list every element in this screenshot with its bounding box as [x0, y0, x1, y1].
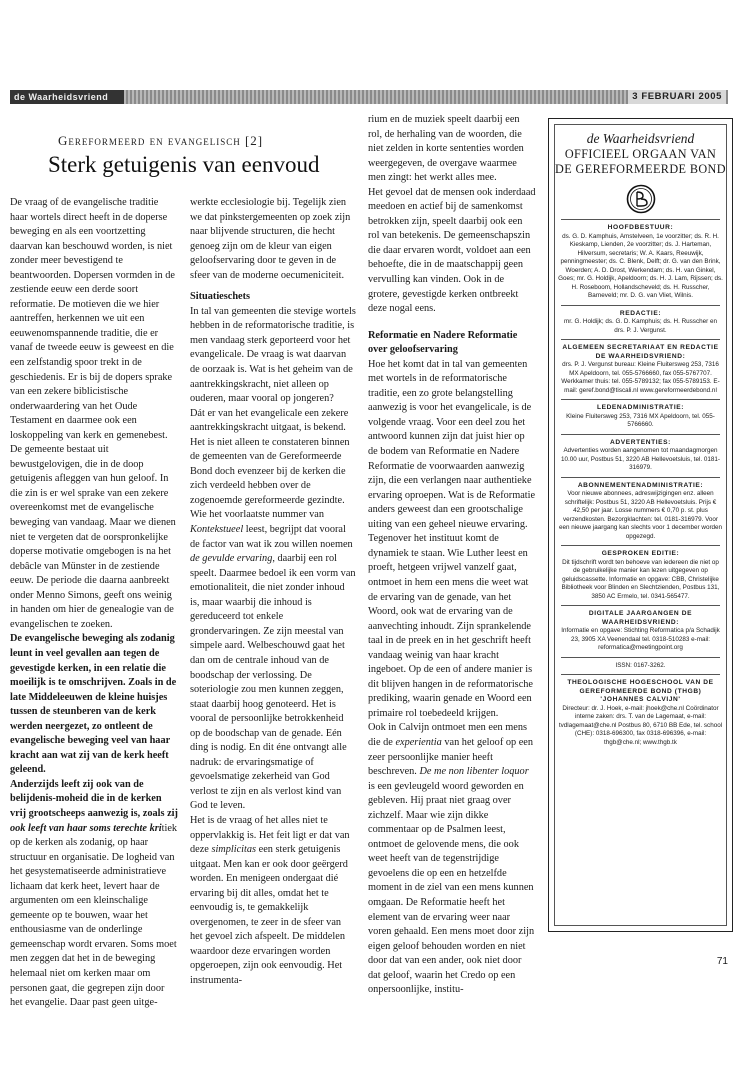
article-kicker: Gereformeerd en evangelisch [2] — [58, 133, 264, 148]
section-text: Advertenties worden aangenomen tot maandagmorgen 10.00 uur, Postbus 51, 3220 AB Hellevoetsluis, tel. 0181-316979. — [561, 447, 720, 471]
divider — [561, 605, 720, 606]
colophon-section — [558, 439, 723, 473]
section-heading: THEOLOGISCHE HOGESCHOOL VAN DE GEREFORMEERDE BOND (THGB) 'JOHANNES CALVIJN' — [567, 679, 714, 703]
text-run: Dát er van het evangelicale een zekere aantrekkingskracht uitgaat, is bekend. Het is niet alleen te constateren binnen de gemeenten van de Gereformeerde Bond doch evenzeer bij de kerken die zich verdeeld hebben over de zogenoemde gereformeerde gezindte. Wie het voorlaatste nummer van — [190, 407, 350, 521]
section-heading: Reformatie en Nadere Reformatie over geloofservaring — [368, 329, 518, 356]
issue-date: 3 FEBRUARI 2005 — [628, 90, 726, 104]
colophon-section — [558, 550, 723, 601]
colophon-section — [558, 224, 723, 301]
text-run: Anderzijds leeft zij ook van de belijdenis-moheid die in de kerken vrij grootscheeps aanwezig is, zoals zij — [10, 778, 178, 819]
section-text: ds. G. D. Kamphuis, Amstelveen, 1e voorzitter; ds. R. H. Kieskamp, Lienden, 2e voorzitter; ds. J. Harteman, Hilversum, secretaris; W. A. Kaars, Reeuwijk, penningmeester; ds. C. Blenk, Delft; dr. G. van den Brink, Woerden; A. D. Drost, Werkendam; ds. H. van Ginkel, Goes; mr. G. Holdijk, Apeldoorn; ds. H. J. Lam, Rijssen; ds. H. Roseboom, Hollandscheveld; ds. H. Russcher, Barneveld; mr. D. G. van Vliet, Wilnis. — [558, 232, 723, 299]
paragraph: Hoe het komt dat in tal van gemeenten met wortels in de reformatorische traditie, een zo grote belangstelling aanwezig is voor het evangelicale, is de volgende vraag. Voor een deel zou het antwoord kunnen zijn dat juist hier op de bodem van Reformatie en Nadere Reformatie de voorwaarden aanwezig zijn, die een verlangen naar authentieke ervaring oproepen. Wat is de Reformatie anders geweest dan een grootschalige uiting van een geheel nieuwe ervaring. Tegenover het instituut komt de dynamiek te staan. Wie Luther leest en proeft, hetgeen vrijwel vanzelf gaat, ontmoet in hem een mens die weet wat de ervaring van de genade, van het Woord, ook wat de ervaring van de aanvechting inhoudt. Zijn sprankelende taal in de preek en in het geschrift heeft vandaag weinig van haar kracht ingeboet. Op de een of andere manier is dit blijven hangen in de reformatorische prediking, waarin genade en Woord een primaire rol toebedeeld krijgen. — [368, 358, 536, 719]
divider — [561, 657, 720, 658]
paragraph — [190, 814, 356, 989]
article-column-3 — [368, 113, 536, 998]
colophon-section — [558, 482, 723, 542]
article-column-2 — [190, 196, 356, 989]
paragraph — [368, 721, 536, 997]
page-number: 71 — [716, 956, 728, 967]
colophon-box — [548, 118, 733, 932]
section-heading: HOOFDBESTUUR: — [607, 224, 674, 231]
article-column-1 — [10, 196, 178, 1011]
section-text: Informatie en opgave: Stichting Reformatica p/a Schadijk 23, 3905 XA Veenendaal tel. 0318-510283 e-mail: reformatica@meetingpoint.org — [561, 627, 720, 651]
divider — [561, 477, 720, 478]
text-run: De me non libenter loquor — [419, 766, 529, 778]
section-text: drs. P. J. Vergunst bureau: Kleine Fluitersweg 253, 7316 MX Apeldoorn, tel. 055-5766660, fax 055-5767707. Werkkamer thuis: tel. 055-5789132; fax 055-5789153. E-mail: geref.bond@tiscali.nl www.gereformeerdebond.nl — [561, 361, 720, 394]
text-run: van het geloof op een zeer persoonlijke manier heeft beschreven. — [368, 736, 533, 778]
divider — [561, 674, 720, 675]
section-text: Kleine Fluitersweg 253, 7316 MX Apeldoorn, tel. 055-5766660. — [566, 412, 715, 428]
paragraph-bold: De evangelische beweging als zodanig leunt in veel gevallen aan tegen de gevestigde kerken, in een relatie die moeilijk is te omschrijven. Zoals in de late Middeleeuwen de kleine huisjes tussen de steunberen van de kerk werden neergezet, zo ontleent de evangelische beweging veel van haar kracht aan wat zij van de kerk heeft geleend. — [10, 633, 177, 776]
divider — [561, 219, 720, 220]
paragraph: rium en de muziek speelt daarbij een rol, de herhaling van de woorden, die niet zelden in korte sententies worden weergegeven, de overgave waarmee men zingt: het werkt alles mee. — [368, 114, 524, 184]
header-bar — [10, 90, 728, 104]
gereformeerde-bond-logo-icon — [626, 183, 656, 215]
text-run: Kontekstueel — [190, 524, 244, 536]
colophon-section — [558, 679, 723, 747]
text-run: een sterk getuigenis uitgaat. Men kan er ook door geërgerd worden. En menigeen ondergaat dié ervaring bij dit alles, omdat het te eenvoudig is, te gemakkelijk overgenomen, te zeer in de sfeer van het gevoel zich afspeelt. De middelen waardoor deze ervaringen worden opgeroepen, zijn ook eenvoudig. Het instrumenta- — [190, 844, 348, 986]
section-heading: GESPROKEN EDITIE: — [601, 550, 680, 557]
text-run: is een gevleugeld woord geworden en gebleven. Hij praat niet graag over zichzelf. Maar wie zijn dikke commentaar op de Psalmen leest, ontmoet de gelovende mens, die ook weet heeft van de tegenstrijdige gevoelens die op een en hetzelfde moment in de ziel van een mens kunnen omgaan. De Reformatie heeft het element van de ervaring weer naar voren gehaald. Een mens moet door zijn eigen geloof behouden worden en niet door dat van een ander, ook niet door dat geloof, waarin het Credo op een onpersoonlijke, institu- — [368, 780, 535, 996]
paragraph: werkte ecclesiologie bij. Tegelijk zien we dat pinkstergemeenten op zoek zijn naar blijvende structuren, die hecht genoeg zijn om de kleur van eigen geloofservaring door te geven in de sfeer van de moderne oecumeniciteit. — [190, 197, 351, 281]
colophon-section — [558, 404, 723, 430]
section-text: Directeur: dr. J. Hoek, e-mail: jhoek@che.nl Coördinator interne zaken: drs. T. van de Lagemaat, e-mail: tvdlagemaat@che.nl Postbus 80, 6710 BB Ede, tel. school (CHE): 0318-696300, fax 0318-696396, e-mail: thgb@che.nl; www.thgb.tk — [558, 704, 723, 746]
section-text: mr. G. Holdijk; ds. G. D. Kamphuis; ds. H. Russcher en drs. P. J. Vergunst. — [564, 318, 717, 334]
paragraph — [10, 778, 178, 1011]
paragraph: Het gevoel dat de mensen ook inderdaad meedoen en actief bij de samenkomst betrokken zijn, speelt daarbij ook een rol van betekenis. De gemeenschapszin die daar ervaren wordt, voldoet aan een behoefte, die in de maatschappij geen vervulling kan vinden. Ook in de grotere, gevestigde kerken ontbreekt deze nogal eens. — [368, 186, 536, 315]
divider — [561, 545, 720, 546]
text-run: leest, begrijpt dat vooral de factor van wat ik zou willen noemen — [190, 524, 353, 550]
section-heading: ALGEMEEN SECRETARIAAT EN REDACTIE DE WAARHEIDSVRIEND: — [562, 344, 719, 360]
colophon-inner — [554, 124, 727, 926]
divider — [561, 399, 720, 400]
section-text: Voor nieuwe abonnees, adreswijzigingen enz. alleen schriftelijk: Postbus 51, 3220 AB Hellevoetsluis. Prijs € 42,50 per jaar. Losse nummers € 0,70 p. st. plus verzendkosten. Bezorgklachten: tel. 0181-316979. Voor een nieuwe jaargang kan slechts voor 1 december worden opgezegd. — [558, 490, 723, 540]
text-run: experientia — [395, 736, 442, 748]
colophon-section — [558, 662, 723, 671]
text-run: Het is de vraag of het alles niet te oppervlakkig is. Het feit ligt er dat van deze — [190, 814, 350, 856]
section-heading: DIGITALE JAARGANGEN DE WAARHEIDSVRIEND: — [588, 610, 693, 626]
colophon-section — [558, 344, 723, 395]
colophon-subtitle: OFFICIEEL ORGAAN VAN DE GEREFORMEERDE BOND — [555, 147, 726, 176]
issn-text: ISSN: 0167-3262. — [615, 661, 666, 669]
text-run: ook leeft van haar soms terechte kri — [10, 822, 162, 834]
text-run: simplicitas — [211, 844, 257, 856]
colophon-title: de Waarheidsvriend — [586, 131, 695, 146]
text-run: Ook in Calvijn ontmoet men een mens die de — [368, 722, 528, 748]
paragraph: De vraag of de evangelische traditie haar wortels direct heeft in de doperse beweging en als een voortzetting daarvan kan beschouwd worden, is niet zonder meer bevestigend te beantwoorden. Dopersen vormden in de zestiende eeuw een derde soort reformatie. De motieven die we hier aantreffen, herkennen we uit een eeuwenomspannende traditie, die er vanaf de tweede eeuw is geweest en die een zelfstandig spoor trekt in de geschiedenis. Er is bij de dopers sprake van een zekere biblicistische onderwaardering van het Oude Testament en daarmee ook een loskoppeling van kerk en gemenebest. De gemeente bestaat uit bewustgelovigen, die in de doop getuigenis afleggen van hun geloof. In die zin is er wel sprake van een zekere overeenkomst met de evangelische beweging van vandaag. Maar we dienen niet te vergeten dat de oorspronkelijke doperse motivatie omgebogen is na het debâcle van Münster in de zestiende eeuw. De periode die daarna aanbreekt onder Menno Simons, geeft ons weinig in handen om hier de genealogie van de evangelischen te zoeken. — [10, 197, 176, 630]
section-text: Dit tijdschrift wordt ten behoeve van iedereen die niet op de gebruikelijke manier kan lezen uitgegeven op geluidscassette. Informatie en opgave: CBB, Christelijke Bibliotheek voor Blinden en Slechtzienden, Postbus 131, 3850 AC Ermelo, tel. 0341-565477. — [561, 558, 720, 600]
text-run: tiek op de kerken als zodanig, op haar structuur en organisatie. De logheid van het gesystematiseerde administratieve lichaam dat kerk heet, levert haar de argumenten om een kleinschalige gemeente op te bouwen, waar het enthousiasme van de onderlinge gemeenschap wordt ervaren. Soms moet men zeggen dat het in de beweging helemaal niet om kerken maar om personen gaat, die gegrepen zijn door het evangelie. Daar past geen uitge- — [10, 822, 178, 1009]
section-heading: LEDENADMINISTRATIE: — [596, 404, 685, 411]
paragraph — [190, 407, 356, 814]
article-title: Sterk getuigenis van eenvoud — [48, 152, 320, 177]
publication-logo: de Waarheidsvriend — [10, 90, 124, 104]
divider — [561, 305, 720, 306]
paragraph: In tal van gemeenten die stevige wortels hebben in de reformatorische traditie, is men vandaag sterk geporteerd voor het evangelicale. De vraag is wat daarvan de oorzaak is. Wat is het geheim van de aantrekkingskracht, niet alleen op ouderen, maar vooral op jongeren? — [190, 305, 356, 405]
colophon-section — [558, 610, 723, 653]
colophon-section — [558, 310, 723, 336]
text-run: de gevulde ervaring — [190, 553, 273, 565]
text-run: , daarbij een rol speelt. Daarmee bedoel ik een vorm van emotionaliteit, die niet zonder inhoud is, maar waarbij die inhoud is gereduceerd tot enkele grondervaringen. Ze zijn meestal van simpele aard. Welbeschouwd gaat het dan om de centrale inhoud van de boodschap der verlossing. De soteriologie zou men kunnen zeggen, staat daarbij hoog genoteerd. Het is vooral de persoonlijke betrokkenheid op de boodschap van de genade. Eén ding is nodig. En dit éne ontvangt alle nadruk: de ervaringsmatige of gevoelsmatige zekerheid van God verlost te zijn en als verlost kind van God te leven. — [190, 553, 356, 812]
section-heading: REDACTIE: — [619, 309, 662, 317]
section-heading: Situatieschets — [190, 291, 251, 303]
divider — [561, 434, 720, 435]
section-heading: ABONNEMENTENADMINISTRATIE: — [577, 481, 704, 489]
divider — [561, 339, 720, 340]
section-heading: ADVERTENTIES: — [610, 438, 671, 446]
